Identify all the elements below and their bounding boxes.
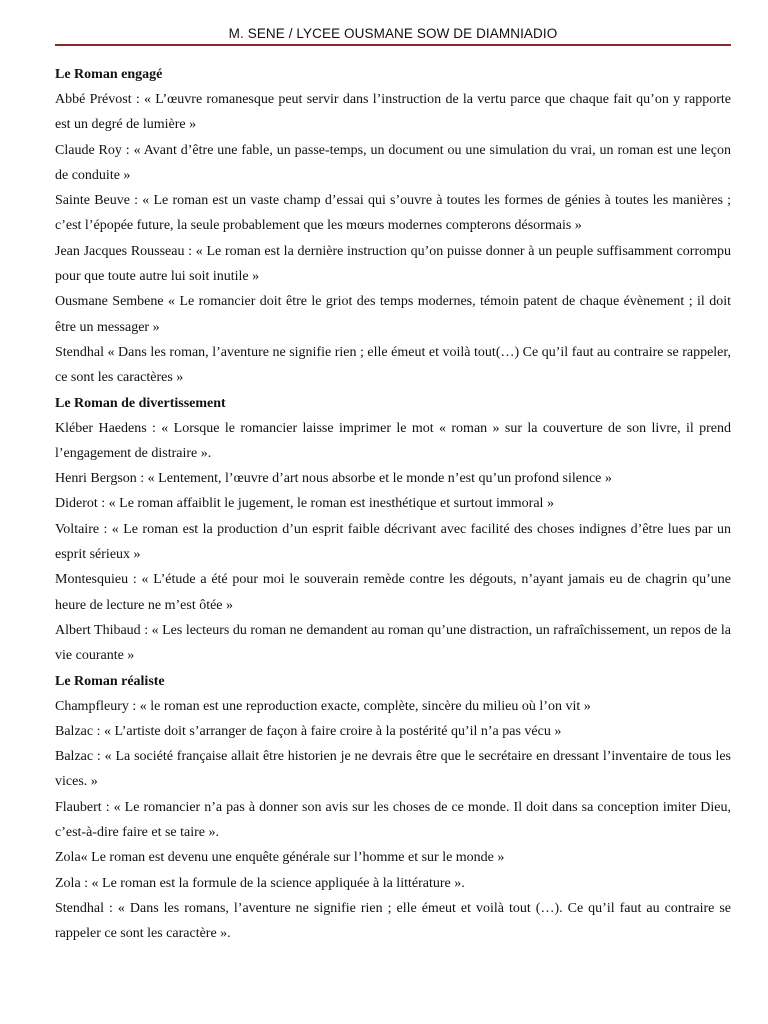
quote-paragraph: Stendhal : « Dans les romans, l’aventure ne signifie rien ; elle émeut et voilà tout (…). Ce qu’il faut au contraire se rappeler ce sont les caractère ». bbox=[55, 900, 731, 942]
quote-paragraph: Ousmane Sembene « Le romancier doit être le griot des temps modernes, témoin patent de chaque évènement ; il doit être un messager » bbox=[55, 294, 731, 335]
section-roman-realiste bbox=[55, 669, 731, 947]
quote-paragraph: Voltaire : « Le roman est la production d’un esprit faible décrivant avec facilité des choses indignes d’être lues par un esprit sérieux » bbox=[55, 521, 731, 563]
quote-paragraph: Zola : « Le roman est la formule de la science appliquée à la littérature ». bbox=[55, 875, 465, 891]
quote-paragraph: Stendhal « Dans les roman, l’aventure ne signifie rien ; elle émeut et voilà tout(…) Ce qu’il faut au contraire se rappeler, ce sont les caractères » bbox=[55, 344, 731, 386]
quote-paragraph: Kléber Haedens : « Lorsque le romancier laisse imprimer le mot « roman » sur la couverture de son livre, il prend l’engagement de distraire ». bbox=[55, 420, 731, 461]
quote-paragraph: Diderot : « Le roman affaiblit le jugement, le roman est inesthétique et surtout immoral » bbox=[55, 496, 554, 512]
quote-paragraph: Balzac : « La société française allait être historien je ne devrais être que le secrétaire en dressant l’inventaire de tous les vices. » bbox=[55, 749, 731, 790]
section-roman-engage bbox=[55, 62, 731, 391]
document-body bbox=[55, 62, 731, 947]
quote-paragraph: Sainte Beuve : « Le roman est un vaste champ d’essai qui s’ouvre à toutes les formes de génies à toutes les manières ; c’est l’épopée future, la seule probablement que les mœurs modernes compterons désormais » bbox=[55, 193, 731, 234]
page-header: M. SENE / LYCEE OUSMANE SOW DE DIAMNIADIO bbox=[228, 26, 558, 41]
quote-paragraph: Claude Roy : « Avant d’être une fable, un passe-temps, un document ou une simulation du vrai, un roman est une leçon de conduite » bbox=[55, 142, 731, 183]
quote-paragraph: Flaubert : « Le romancier n’a pas à donner son avis sur les choses de ce monde. Il doit dans sa conception imiter Dieu, c’est-à-dire faire et se taire ». bbox=[55, 799, 731, 841]
quote-paragraph: Henri Bergson : « Lentement, l’œuvre d’art nous absorbe et le monde n’est qu’un profond silence » bbox=[55, 471, 612, 487]
quote-paragraph: Champfleury : « le roman est une reproduction exacte, complète, sincère du milieu où l’on vit » bbox=[55, 698, 591, 714]
quote-paragraph: Balzac : « L’artiste doit s’arranger de façon à faire croire à la postérité qu’il n’a pas vécu » bbox=[55, 723, 562, 739]
section-heading: Le Roman engagé bbox=[55, 67, 163, 82]
quote-paragraph: Montesquieu : « L’étude a été pour moi le souverain remède contre les dégouts, n’ayant jamais eu de chagrin qu’une heure de lecture ne m’est ôtée » bbox=[55, 572, 731, 613]
quote-paragraph: Zola« Le roman est devenu une enquête générale sur l’homme et sur le monde » bbox=[55, 850, 505, 866]
section-roman-divertissement bbox=[55, 391, 731, 669]
quote-paragraph: Abbé Prévost : « L’œuvre romanesque peut servir dans l’instruction de la vertu parce que chaque fait qu’on y rapporte est un degré de lumière » bbox=[55, 92, 731, 133]
section-heading: Le Roman de divertissement bbox=[55, 395, 226, 411]
header-rule bbox=[55, 44, 731, 46]
section-heading: Le Roman réaliste bbox=[55, 673, 165, 689]
quote-paragraph: Albert Thibaud : « Les lecteurs du roman ne demandent au roman qu’une distraction, un rafraîchissement, un repos de la vie courante » bbox=[55, 622, 731, 664]
quote-paragraph: Jean Jacques Rousseau : « Le roman est la dernière instruction qu’on puisse donner à un peuple suffisamment corrompu pour que toute autre lui soit inutile » bbox=[55, 243, 731, 285]
